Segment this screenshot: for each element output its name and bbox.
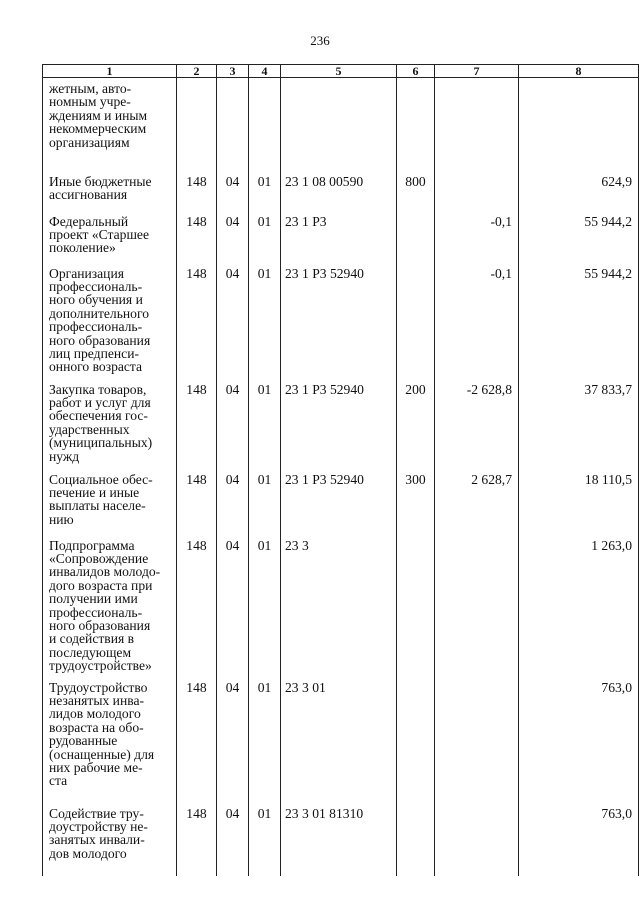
budget-table [42,64,639,876]
row-subsection-cell [249,382,281,472]
row-value-text: 148 [186,537,207,553]
row-value-text: 23 3 01 [285,679,326,695]
row-subsection-cell [249,472,281,538]
row-value-text: 04 [225,805,240,821]
row-name-text: Содействие тру- доустройству не- занятых инвали- дов молодого [49,805,148,861]
table-row [43,266,639,382]
row-code-cell [177,78,217,174]
row-expense-type-cell [397,266,435,382]
row-value-text: 148 [186,471,207,487]
row-total-cell [519,680,639,806]
table-row [43,382,639,472]
row-name-text: Иные бюджетные ассигнования [49,173,152,202]
row-name-cell [43,538,177,680]
row-target-article-cell [281,266,397,382]
row-name-cell [43,174,177,214]
header-col-3: 3 [217,65,249,78]
header-col-2: 2 [177,65,217,78]
row-target-article-cell [281,538,397,680]
row-section-cell [217,174,249,214]
row-value-text: 23 3 [285,537,309,553]
row-value-text: 04 [225,213,240,229]
row-value-text: 37 833,7 [584,381,632,397]
row-code-cell [177,174,217,214]
row-subsection-cell [249,78,281,174]
row-change-cell [435,680,519,806]
row-expense-type-cell [397,78,435,174]
row-total-cell [519,472,639,538]
table-row [43,538,639,680]
row-value-text: 148 [186,805,207,821]
row-value-text: 763,0 [601,805,632,821]
row-value-text: 148 [186,173,207,189]
row-value-text: 23 1 08 00590 [285,173,364,189]
header-col-4: 4 [249,65,281,78]
row-value-text: 55 944,2 [584,265,632,281]
table-row [43,472,639,538]
row-change-cell [435,382,519,472]
row-value-text: 148 [186,265,207,281]
row-name-text: Социальное обес- печение и иные выплаты населе- нию [49,471,153,527]
row-value-text: 23 1 Р3 52940 [285,471,364,487]
row-code-cell [177,472,217,538]
table-body [43,78,639,876]
row-change-cell [435,538,519,680]
row-value-text: 18 110,5 [584,471,632,487]
row-expense-type-cell [397,214,435,266]
row-expense-type-cell [397,680,435,806]
row-name-text: Федеральный проект «Старшее поколение» [49,213,149,256]
row-value-text: 01 [257,471,272,487]
row-section-cell [217,78,249,174]
row-value-text: 04 [225,471,240,487]
table-row [43,680,639,806]
row-code-cell [177,266,217,382]
row-change-cell [435,174,519,214]
row-name-cell [43,266,177,382]
row-subsection-cell [249,806,281,876]
row-subsection-cell [249,174,281,214]
table-row [43,174,639,214]
row-section-cell [217,472,249,538]
row-value-text: 01 [257,805,272,821]
row-value-text: 04 [225,173,240,189]
row-name-text: Трудоустройство незанятых инва- лидов молодого возраста на обо- рудованные (оснащенные) для них рабочие ме- ста [49,679,155,789]
row-change-cell [435,214,519,266]
row-name-cell [43,680,177,806]
row-section-cell [217,382,249,472]
row-value-text: 01 [257,173,272,189]
row-total-cell [519,538,639,680]
row-value-text: 148 [186,213,207,229]
row-value-text: 148 [186,381,207,397]
row-value-text: -0,1 [490,265,512,281]
page-number: 236 [310,33,330,48]
header-col-6: 6 [397,65,435,78]
row-section-cell [217,538,249,680]
row-value-text: 23 3 01 81310 [285,805,364,821]
row-target-article-cell [281,806,397,876]
row-target-article-cell [281,472,397,538]
row-target-article-cell [281,78,397,174]
row-value-text: 23 1 Р3 52940 [285,381,364,397]
row-value-text: 01 [257,679,272,695]
row-change-cell [435,78,519,174]
header-row [43,65,639,78]
row-value-text: 23 1 Р3 52940 [285,265,364,281]
row-subsection-cell [249,214,281,266]
header-col-8: 8 [519,65,639,78]
table-row [43,214,639,266]
row-subsection-cell [249,538,281,680]
row-name-text: Организация профессиональ- ного обучения и дополнительного профессиональ- ного образования лиц предпенси- онного возраста [49,265,151,375]
row-value-text: 01 [257,213,272,229]
row-expense-type-cell [397,806,435,876]
row-total-cell [519,214,639,266]
row-code-cell [177,680,217,806]
row-section-cell [217,214,249,266]
row-expense-type-cell [397,538,435,680]
row-name-cell [43,78,177,174]
row-name-text: Подпрограмма «Сопровождение инвалидов молодо- дого возраста при получении ими профессиональ- ного образования и содействия в последующем трудоустройстве» [49,537,161,674]
row-code-cell [177,538,217,680]
row-expense-type-cell [397,174,435,214]
row-total-cell [519,266,639,382]
row-value-text: 200 [405,381,426,397]
row-expense-type-cell [397,382,435,472]
row-subsection-cell [249,266,281,382]
row-value-text: 04 [225,381,240,397]
row-change-cell [435,472,519,538]
row-total-cell [519,174,639,214]
row-value-text: 2 628,7 [471,471,512,487]
row-value-text: 1 263,0 [591,537,632,553]
row-target-article-cell [281,382,397,472]
row-name-cell [43,806,177,876]
header-col-5: 5 [281,65,397,78]
row-value-text: 04 [225,679,240,695]
row-name-text: Закупка товаров, работ и услуг для обеспечения гос- ударственных (муниципальных) нужд [49,381,153,464]
row-value-text: 624,9 [601,173,632,189]
row-expense-type-cell [397,472,435,538]
row-code-cell [177,382,217,472]
row-name-cell [43,472,177,538]
row-subsection-cell [249,680,281,806]
row-code-cell [177,214,217,266]
row-code-cell [177,806,217,876]
row-name-cell [43,214,177,266]
row-value-text: -2 628,8 [466,381,512,397]
row-value-text: 04 [225,537,240,553]
row-total-cell [519,806,639,876]
row-section-cell [217,680,249,806]
row-change-cell [435,266,519,382]
row-value-text: 01 [257,537,272,553]
row-value-text: 04 [225,265,240,281]
header-col-7: 7 [435,65,519,78]
row-section-cell [217,266,249,382]
table-row [43,806,639,876]
row-value-text: 23 1 Р3 [285,213,327,229]
row-name-cell [43,382,177,472]
row-value-text: 01 [257,381,272,397]
row-total-cell [519,78,639,174]
row-value-text: 800 [405,173,426,189]
row-total-cell [519,382,639,472]
row-value-text: 300 [405,471,426,487]
row-value-text: 01 [257,265,272,281]
row-target-article-cell [281,174,397,214]
row-value-text: -0,1 [490,213,512,229]
row-value-text: 763,0 [601,679,632,695]
row-name-text: жетным, авто- номным учре- ждениям и иным некоммерческим организациям [49,81,148,150]
header-col-1: 1 [43,65,177,78]
row-target-article-cell [281,680,397,806]
row-value-text: 148 [186,679,207,695]
row-target-article-cell [281,214,397,266]
row-value-text: 55 944,2 [584,213,632,229]
row-section-cell [217,806,249,876]
row-change-cell [435,806,519,876]
table-row [43,78,639,174]
